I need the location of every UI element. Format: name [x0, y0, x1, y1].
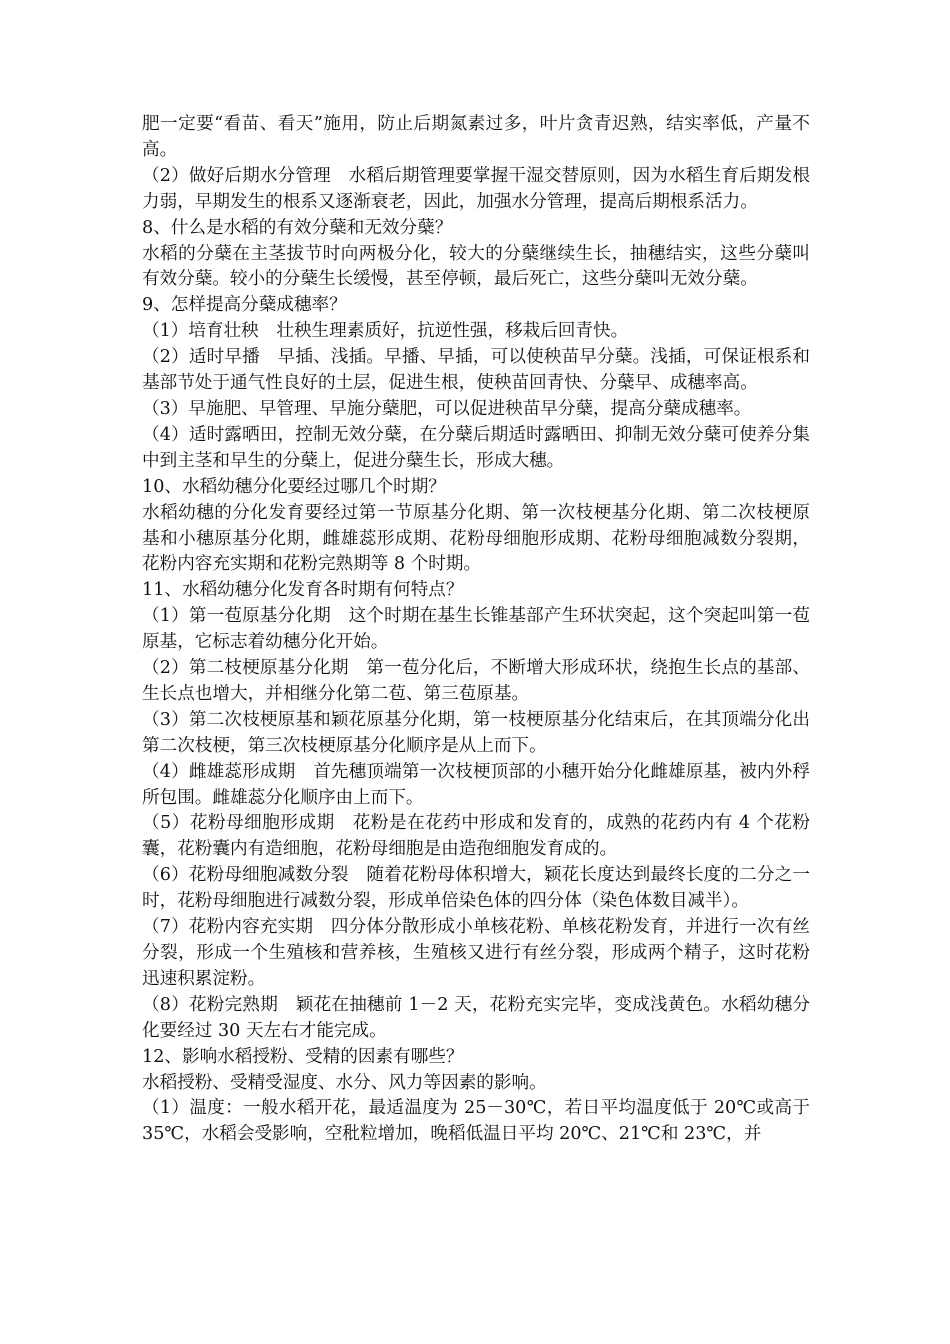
list-item: （4）雌雄蕊形成期 首先穗顶端第一次枝梗顶部的小穗开始分化雌雄原基，被内外稃所包围。雌雄蕊分化顺序由上而下。 — [142, 761, 810, 808]
list-item: （8）花粉完熟期 颖花在抽穗前 1－2 天，花粉充实完毕，变成浅黄色。水稻幼穗分化要经过 30 天左右才能完成。 — [142, 994, 810, 1041]
section-heading: 9、怎样提高分蘖成穗率？ — [142, 295, 347, 316]
list-item: （2）第二枝梗原基分化期 第一苞分化后，不断增大形成环状，绕抱生长点的基部、生长点也增大，并相继分化第二苞、第三苞原基。 — [142, 658, 810, 704]
section-heading: 12、影响水稻授粉、受精的因素有哪些？ — [142, 1046, 464, 1067]
paragraph: 水稻授粉、受精受湿度、水分、风力等因素的影响。 — [142, 1072, 547, 1093]
list-item: （1）培育壮秧 壮秧生理素质好，抗逆性强，移栽后回青快。 — [142, 321, 629, 342]
paragraph: （2）做好后期水分管理 水稻后期管理要掌握干湿交替原则，因为水稻生育后期发根力弱，早期发生的根系又逐渐衰老，因此，加强水分管理，提高后期根系活力。 — [142, 165, 810, 212]
section-heading: 11、水稻幼穗分化发育各时期有何特点？ — [142, 580, 464, 601]
paragraph: 肥一定要“看苗、看天”施用，防止后期氮素过多，叶片贪青迟熟，结实率低，产量不高。 — [142, 114, 810, 160]
list-item: （3）早施肥、早管理、早施分蘖肥，可以促进秧苗早分蘖，提高分蘖成穗率。 — [142, 398, 752, 419]
section-heading: 10、水稻幼穗分化要经过哪几个时期？ — [142, 476, 446, 497]
list-item: （3）第二次枝梗原基和颖花原基分化期，第一枝梗原基分化结束后，在其顶端分化出第二次枝梗，第三次枝梗原基分化顺序是从上而下。 — [142, 709, 810, 756]
list-item: （4）适时露晒田，控制无效分蘖，在分蘖后期适时露晒田、抑制无效分蘖可使养分集中到主茎和早生的分蘖上，促进分蘖生长，形成大穗。 — [142, 424, 810, 471]
list-item: （1）第一苞原基分化期 这个时期在基生长锥基部产生环状突起，这个突起叫第一苞原基，它标志着幼穗分化开始。 — [142, 606, 810, 653]
list-item: （2）适时早播 早插、浅插。早播、早插，可以使秧苗早分蘖。浅插，可保证根系和基部节处于通气性良好的土层，促进生根，使秧苗回青快、分蘖早、成穗率高。 — [142, 347, 810, 394]
document-page — [142, 112, 810, 1148]
list-item: （6）花粉母细胞减数分裂 随着花粉母体积增大，颖花长度达到最终长度的二分之一时，花粉母细胞进行减数分裂，形成单倍染色体的四分体（染色体数目减半）。 — [142, 865, 810, 912]
list-item: （5）花粉母细胞形成期 花粉是在花药中形成和发育的，成熟的花药内有 4 个花粉囊，花粉囊内有造细胞，花粉母细胞是由造孢细胞发育成的。 — [142, 813, 810, 860]
paragraph: 水稻幼穗的分化发育要经过第一节原基分化期、第一次枝梗基分化期、第二次枝梗原基和小穗原基分化期，雌雄蕊形成期、花粉母细胞形成期、花粉母细胞减数分裂期，花粉内容充实期和花粉完熟期等 8 个时期。 — [142, 502, 810, 575]
section-heading: 8、什么是水稻的有效分蘖和无效分蘖？ — [142, 217, 453, 238]
paragraph: 水稻的分蘖在主茎拔节时向两极分化，较大的分蘖继续生长，抽穗结实，这些分蘖叫有效分蘖。较小的分蘖生长缓慢，甚至停顿，最后死亡，这些分蘖叫无效分蘖。 — [142, 243, 810, 290]
list-item: （7）花粉内容充实期 四分体分散形成小单核花粉、单核花粉发育，并进行一次有丝分裂，形成一个生殖核和营养核，生殖核又进行有丝分裂，形成两个精子，这时花粉迅速积累淀粉。 — [142, 917, 810, 989]
list-item: （1）温度：一般水稻开花，最适温度为 25－30℃，若日平均温度低于 20℃或高于 35℃，水稻会受影响，空秕粒增加，晚稻低温日平均 20℃、21℃和 23℃，并 — [142, 1098, 810, 1145]
